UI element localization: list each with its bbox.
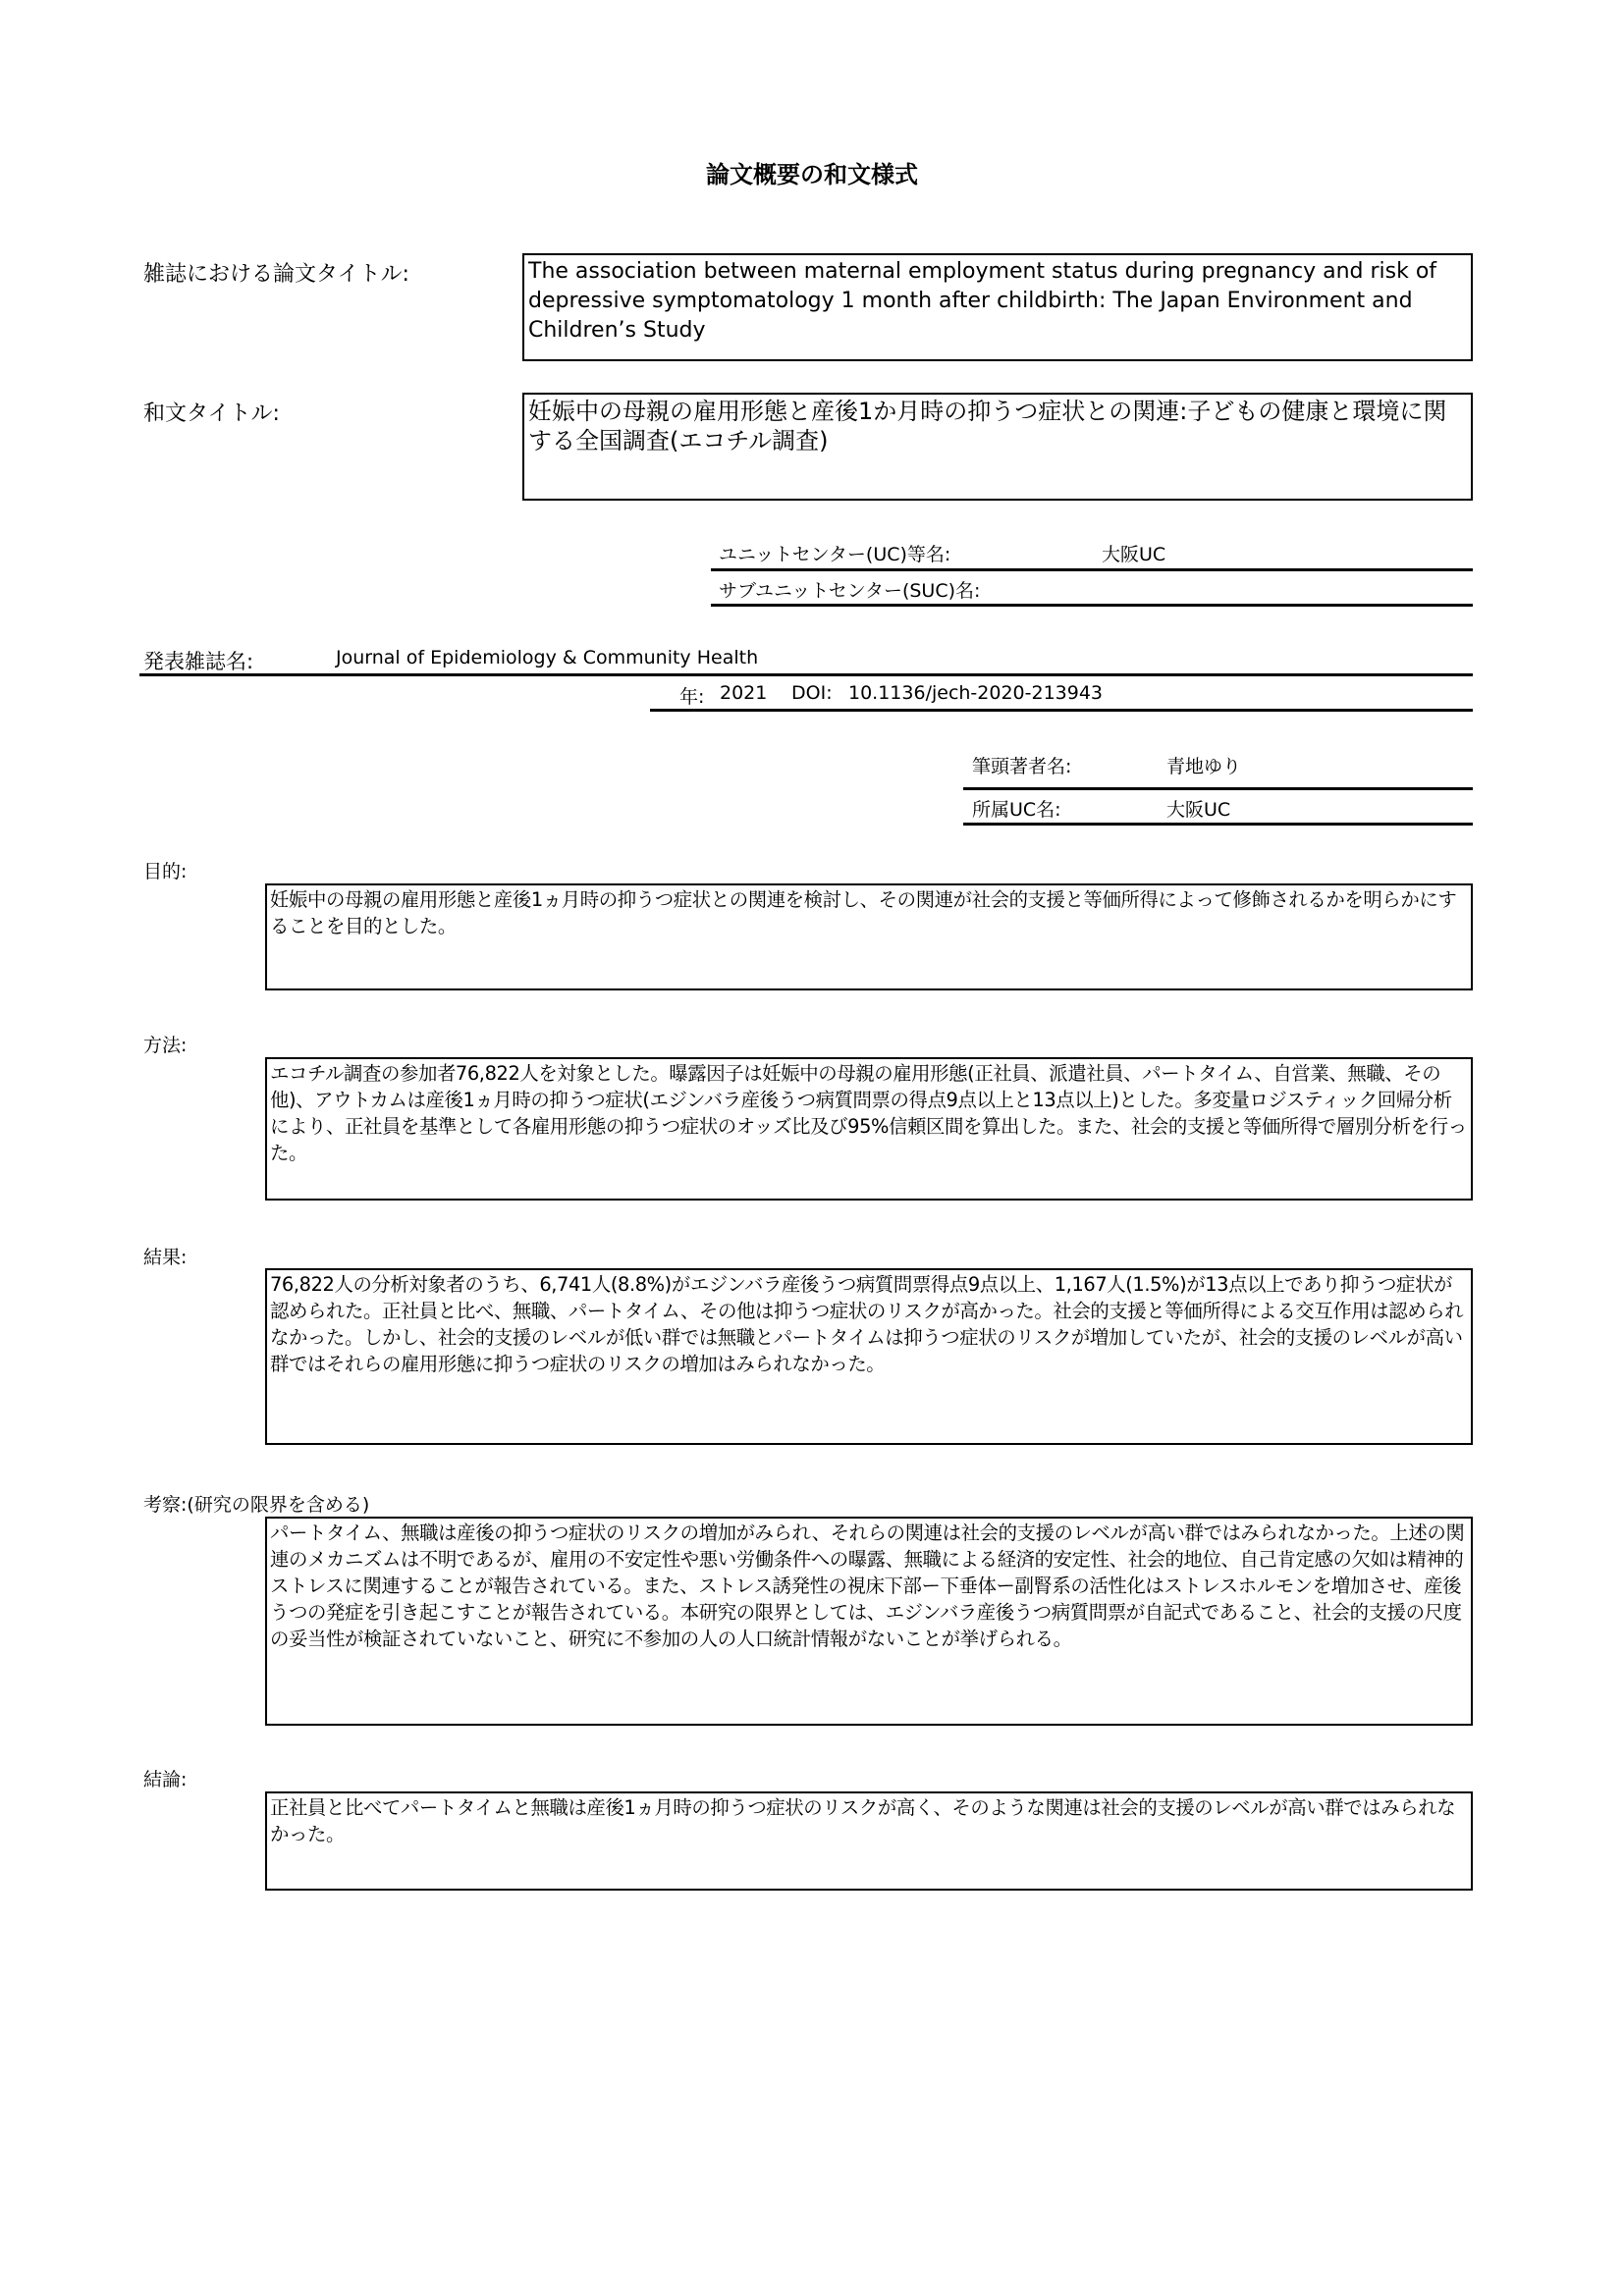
results-label: 結果: — [143, 1247, 188, 1268]
doi-value: 10.1136/jech-2020-213943 — [848, 682, 1104, 704]
page-title: 論文概要の和文様式 — [706, 161, 918, 188]
journal-name-label: 発表雑誌名: — [143, 650, 254, 673]
year-value: 2021 — [720, 682, 768, 704]
journal-divider — [139, 673, 1473, 676]
uc-divider — [711, 568, 1473, 571]
discussion-field[interactable]: パートタイム、無職は産後の抑うつ症状のリスクの増加がみられ、それらの関連は社会的支援のレベルが高い群ではみられなかった。上述の関連のメカニズムは不明であるが、雇用の不安定性や悪い労働条件への曝露、無職による経済的安定性、社会的地位、自己肯定感の欠如は精神的ストレスに関連することが報告されている。また、ストレス誘発性の視床下部ー下垂体ー副腎系の活性化はストレスホルモンを増加させ、産後うつの発症を引き起こすことが報告されている。本研究の限界としては、エジンバラ産後うつ病質問票が自記式であること、社会的支援の尺度の妥当性が検証されていないこと、研究に不参加の人の人口統計情報がないことが挙げられる。 — [265, 1517, 1473, 1726]
first-author-value: 青地ゆり — [1166, 756, 1242, 777]
methods-label: 方法: — [143, 1035, 188, 1056]
journal-name-value: Journal of Epidemiology & Community Health — [336, 647, 759, 668]
methods-field[interactable]: エコチル調査の参加者76,822人を対象とした。曝露因子は妊娠中の母親の雇用形態(正社員、派遣社員、パートタイム、自営業、無職、その他)、アウトカムは産後1ヵ月時の抑うつ症状(エジンバラ産後うつ病質問票の得点9点以上と13点以上)とした。多変量ロジスティック回帰分析により、正社員を基準として各雇用形態の抑うつ症状のオッズ比及び95%信頼区間を算出した。また、社会的支援と等価所得で層別分析を行った。 — [265, 1057, 1473, 1201]
purpose-field[interactable]: 妊娠中の母親の雇用形態と産後1ヵ月時の抑うつ症状との関連を検討し、その関連が社会的支援と等価所得によって修飾されるかを明らかにすることを目的とした。 — [265, 883, 1473, 990]
doi-label: DOI: — [791, 682, 833, 704]
conclusion-label: 結論: — [143, 1769, 188, 1790]
suc-divider — [711, 604, 1473, 607]
purpose-label: 目的: — [143, 861, 188, 882]
results-field[interactable]: 76,822人の分析対象者のうち、6,741人(8.8%)がエジンバラ産後うつ病質問票得点9点以上、1,167人(1.5%)が13点以上であり抑うつ症状が認められた。正社員と比べ、無職、パートタイム、その他は抑うつ症状のリスクが高かった。社会的支援と等価所得による交互作用は認められなかった。しかし、社会的支援のレベルが低い群では無職とパートタイムは抑うつ症状のリスクが増加していたが、社会的支援のレベルが高い群ではそれらの雇用形態に抑うつ症状のリスクの増加はみられなかった。 — [265, 1268, 1473, 1445]
uc-value: 大阪UC — [1102, 544, 1166, 565]
doi-divider — [650, 709, 1473, 712]
author-divider — [963, 787, 1473, 790]
journal-title-label: 雑誌における論文タイトル: — [143, 262, 409, 287]
affiliation-value: 大阪UC — [1166, 799, 1231, 821]
japanese-title-label: 和文タイトル: — [143, 401, 280, 426]
year-label: 年: — [679, 686, 705, 708]
uc-label: ユニットセンター(UC)等名: — [719, 544, 951, 565]
japanese-title-field[interactable]: 妊娠中の母親の雇用形態と産後1か月時の抑うつ症状との関連:子どもの健康と環境に関する全国調査(エコチル調査) — [522, 393, 1473, 501]
discussion-label: 考察:(研究の限界を含める) — [143, 1494, 370, 1516]
suc-label: サブユニットセンター(SUC)名: — [719, 580, 981, 602]
affiliation-divider — [963, 823, 1473, 826]
journal-title-field[interactable]: The association between maternal employment status during pregnancy and risk of depressive symptomatology 1 month after childbirth: The Japan Environment and Children’s Study — [522, 253, 1473, 361]
affiliation-label: 所属UC名: — [972, 799, 1061, 821]
conclusion-field[interactable]: 正社員と比べてパートタイムと無職は産後1ヵ月時の抑うつ症状のリスクが高く、そのような関連は社会的支援のレベルが高い群ではみられなかった。 — [265, 1791, 1473, 1891]
first-author-label: 筆頭著者名: — [972, 756, 1072, 777]
